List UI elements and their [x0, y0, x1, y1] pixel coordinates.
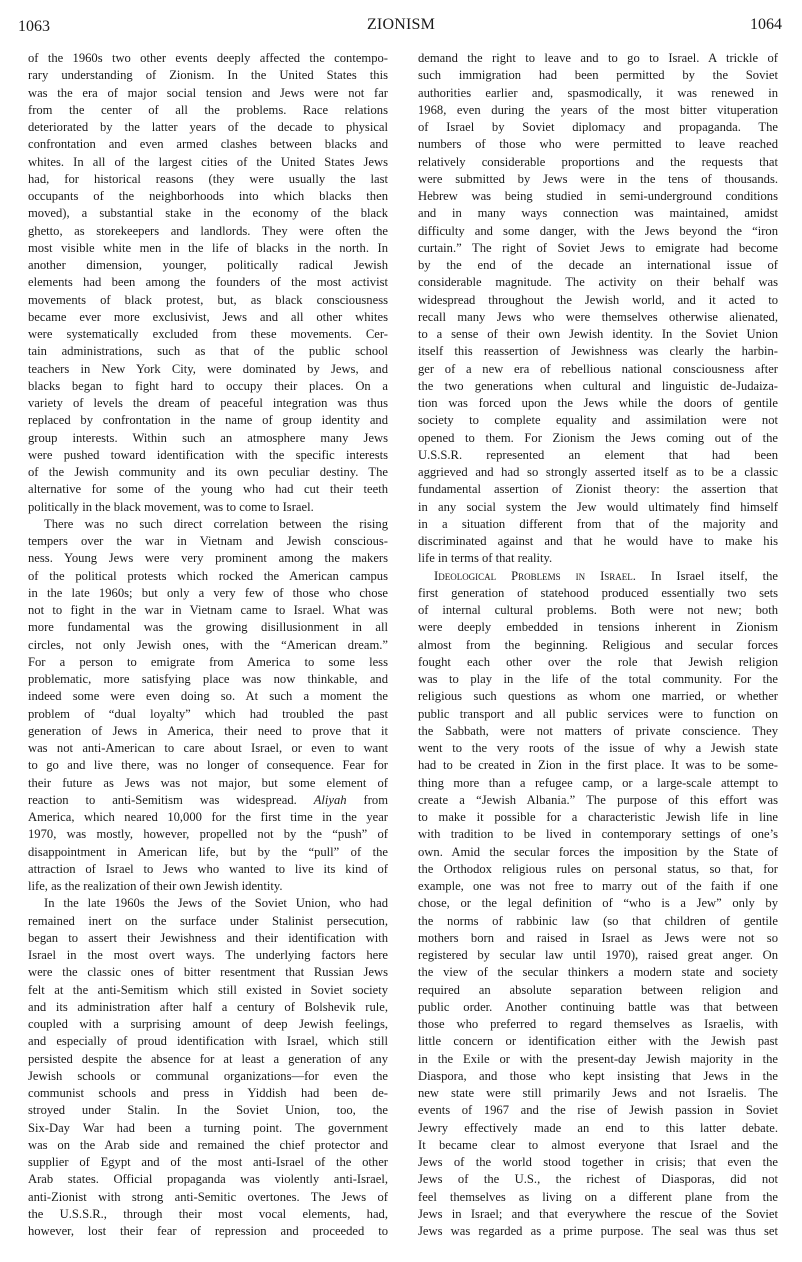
text-line: recall many Jews who were themselves otherwise alienated, [418, 309, 778, 324]
text-line: Jews in Israel; and that everywhere the rescue of the Soviet [418, 1206, 778, 1221]
text-line: society to complete equality and assimilation were not [418, 413, 778, 428]
text-line: 1968, even during the years of the most bitter vituperation [418, 102, 778, 117]
italic-term: Aliyah [313, 792, 347, 807]
text-line: were deeply embedded in tensions inherent in Zionism [418, 620, 778, 635]
text-line: tempers over the war in Vietnam and Jewish conscious- [28, 534, 388, 548]
text-line: movements of black protest, but, as black consciousness [28, 292, 388, 307]
text-line: ghetto, as storekeepers and landlords. They were often the [28, 223, 388, 238]
text-line: of the Jewish community and its own peculiar destiny. The [28, 465, 388, 479]
text-line: was the era of major social tension and Jews were not far [28, 85, 388, 100]
text-line: events of 1967 and the rise of Jewish passion in Soviet [418, 1103, 778, 1118]
text-line: demand the right to leave and to go to Israel. A trickle of [418, 51, 778, 65]
text-line: life in terms of that reality. [418, 551, 553, 566]
text-line: had to be created in Zion in the first place. It was to be some- [418, 758, 778, 773]
text-line: to a sense of their own Jewish identity. In the Soviet Union [418, 327, 778, 341]
text-line: Israel in the most overt ways. The underlying factors here [28, 948, 388, 962]
text-line: was not anti-American to care about Israel, or even to want [28, 741, 388, 755]
text-line: Arab states. Official propaganda was violently anti-Israel, [28, 1172, 388, 1187]
text-line: opened to them. For Zionism the Jews coming out of the [418, 430, 778, 445]
text-line: in the Exile or with the present-day Jewish majority in the [418, 1051, 778, 1066]
text-line: alternative for some of the young who had cut their teeth [28, 482, 388, 497]
text-line: deteriorated by the latter years of the decade to physical [28, 120, 388, 134]
text-line: confrontation and even armed clashes between blacks and [28, 137, 388, 152]
text-line: and in many ways connection was maintained, amidst [418, 206, 778, 221]
text-line: such immigration had been permitted by the Soviet [418, 68, 778, 83]
text-line: attraction of Israel to Jews who wanted to live its kind of [28, 861, 388, 876]
text-line: indeed some were even doing so. At such a moment the [28, 689, 388, 704]
text-line: not to fight in the war in Vietnam came to Israel. What was [28, 603, 388, 617]
text-line: There was no such direct correlation between the rising [44, 516, 388, 531]
text-line: feel themselves as living on a different plane from the [418, 1189, 778, 1204]
text-line: almost from the beginning. Religious and secular forces [418, 637, 778, 652]
text-line: moved), a substantial stake in the economy of the black [28, 206, 388, 221]
right-column [418, 50, 778, 1240]
text-line: variety of levels the dream of peaceful integration was thus [28, 396, 388, 410]
text-line: stroyed under Stalin. In the Soviet Union, too, the [28, 1103, 388, 1118]
text-line: with tradition to be lived in contemporary settings of one’s [418, 827, 778, 842]
text-line: were pushed toward identification with the specific interests [28, 447, 388, 462]
text-line: discriminated against and that he would have to make his [418, 534, 778, 548]
text-line: group interests. Within such an atmosphere many Jews [28, 430, 388, 445]
page-number-right: 1064 [750, 16, 782, 33]
text-line: problematic, more satisfying place was now thinkable, and [28, 672, 388, 686]
text-line: their future as Jews was not major, but some element of [28, 775, 388, 790]
text-line: Hebrew was being studied in semi-underground conditions [418, 189, 778, 203]
running-title: ZIONISM [366, 16, 436, 33]
text-line: communist schools and press in Yiddish had been de- [28, 1086, 388, 1100]
text-line: had, for historical reasons (they were usually the last [28, 171, 388, 186]
page-number-left: 1063 [18, 18, 50, 35]
text-line: politically in the black movement, was to come to Israel. [28, 499, 314, 514]
text-line: tion was forced upon the Jews while the doors of gentile [418, 396, 778, 410]
section-heading: Ideological Problems in Israel. [434, 568, 636, 583]
text-line: the U.S.S.R., through their most vocal elements, had, [28, 1206, 388, 1221]
left-column [28, 50, 388, 1240]
text-line: occupants of the neighborhoods into which blacks then [28, 189, 388, 203]
text-line: relatively considerable proportions and the requests that [418, 154, 778, 169]
text-fragment: In Israel itself, the [635, 568, 778, 583]
text-line: public transport and all public services were to function on [418, 706, 778, 721]
text-line: ness. Young Jews were very prominent among the makers [28, 551, 388, 566]
text-line: of internal cultural problems. Both were not new; both [418, 603, 778, 617]
text-line: from the center of all the problems. Race relations [28, 102, 388, 117]
text-line: disappointment in American life, but by the “pull” of the [28, 844, 388, 859]
text-line: and especially of proud identification with Israel, which still [28, 1034, 388, 1049]
text-line: Six-Day War had been a turning point. The government [28, 1120, 388, 1135]
text-line: was on the Arab side and remained the chief protector and [28, 1137, 388, 1152]
text-line: Jews of the world stood together in crisis; that even the [418, 1155, 778, 1169]
text-line: first generation of statehood produced essentially two sets [418, 585, 778, 600]
text-line: went to the very roots of the issue of why a Jewish state [418, 741, 778, 755]
text-line [418, 568, 778, 585]
text-line: own. Amid the secular forces the imposition by the State of [418, 844, 778, 859]
text-line: began to assert their Jewishness and their identification with [28, 930, 388, 945]
text-line: of Israel by Soviet diplomacy and propaganda. The [418, 120, 778, 134]
text-line: the view of the secular thinkers a modern state and society [418, 965, 778, 980]
text-line: coupled with a surprising amount of deep Jewish feelings, [28, 1017, 388, 1031]
text-line: numbers of those who were permitted to leave reached [418, 137, 778, 152]
text-line: persisted despite the absence for at least a generation of any [28, 1051, 388, 1066]
text-line: of the political protests which rocked the American campus [28, 568, 388, 583]
text-line: U.S.S.R. represented an element that had been [418, 447, 778, 462]
text-line: in a situation different from that of the majority and [418, 516, 778, 531]
text-line: reaction to anti-Semitism was widespread. Aliyah from [28, 792, 388, 807]
text-line: however, lost their fear of repression and proceeded to [28, 1224, 388, 1238]
text-line: 1970, was mostly, however, propelled not by the “push” of [28, 827, 388, 842]
text-line: religious such questions as whom one married, or whether [418, 689, 778, 704]
text-line: registered by secular law until 1970), raised great anger. On [418, 948, 778, 962]
text-line: curtain.” The right of Soviet Jews to emigrate had become [418, 240, 778, 255]
text-line: fought each other over the role that Jewish religion [418, 654, 778, 669]
text-line: Jewry effectively made an end to this latter debate. [418, 1120, 778, 1135]
text-line: teachers in New York City, were dominated by Jews, and [28, 361, 388, 376]
text-line: thing more than a refugee camp, or a large-scale attempt to [418, 775, 778, 790]
text-line: Jews of the U.S., the richest of Diasporas, did not [418, 1172, 778, 1187]
text-line: difficulty and some danger, with the Jews beyond the “iron [418, 223, 778, 238]
text-line: was to play in the life of the total community. For the [418, 672, 778, 686]
text-line: those who preferred to regard themselves as Israelis, with [418, 1017, 778, 1031]
text-line: Jews was regarded as a prime purpose. The seal was thus set [418, 1224, 778, 1238]
text-line: the Orthodox religious rules on personal status, so that, for [418, 861, 778, 876]
text-line: new state were still primarily Jews and not Israelis. The [418, 1086, 778, 1100]
text-line: public order. Another continuing battle was that between [418, 999, 778, 1014]
text-line: more fundamental was the growing disillusionment in all [28, 620, 388, 635]
text-line: became ever more exclusivist, Jews and all other whites [28, 309, 388, 324]
text-line: ger of a new era of rebellious national consciousness after [418, 361, 778, 376]
text-line: were systematically excluded from these movements. Cer- [28, 327, 388, 341]
text-line: It became clear to almost everyone that Israel and the [418, 1137, 778, 1152]
text-line: anti-Zionist with strong anti-Semitic overtones. The Jews of [28, 1189, 388, 1204]
text-line: mothers born and raised in Israel as Jews were not so [418, 930, 778, 945]
text-line: rary understanding of Zionism. In the United States this [28, 68, 388, 83]
text-line: the norms of rabbinic law (so that children of gentile [418, 913, 778, 928]
text-line: fundamental assertion of Zionist theory: the assertion that [418, 482, 778, 497]
text-line: felt at the anti-Semitism which still existed in Soviet society [28, 982, 388, 997]
text-line: by the end of the decade an international issue of [418, 258, 778, 272]
text-line: circles, not only Jewish ones, with the “American dream.” [28, 637, 388, 652]
text-line: problem of “dual loyalty” which had troubled the past [28, 706, 388, 721]
text-line: generation of Jews in America, their need to prove that it [28, 723, 388, 738]
text-line: For a person to emigrate from America to some less [28, 654, 388, 669]
text-line: Jewish schools or communal organizations—for even the [28, 1068, 388, 1083]
page-header [0, 12, 802, 36]
text-line: authorities earlier and, spasmodically, it was renewed in [418, 85, 778, 100]
text-line: In the late 1960s the Jews of the Soviet Union, who had [44, 896, 388, 911]
text-line: in the late 1960s; but only a very few of those who chose [28, 585, 388, 600]
text-line: in any social system the Jew would ultimately find himself [418, 499, 778, 514]
text-line: widespread throughout the Jewish world, and it acted to [418, 292, 778, 307]
text-line: the two generations when cultural and linguistic de-Judaiza- [418, 378, 778, 393]
text-line: America, which neared 10,000 for the first time in the year [28, 810, 388, 824]
text-line: to go and live there, was no longer of consequence. Fear for [28, 758, 388, 773]
text-line: were submitted by Jews were in the tens of thousands. [418, 171, 778, 186]
text-line: Diaspora, and those who kept insisting that Jews in the [418, 1068, 778, 1083]
text-line: replaced by confrontation in the name of group identity and [28, 413, 388, 428]
text-line: required an absolute separation between religion and [418, 982, 778, 997]
text-line: whites. In all of the largest cities of the United States Jews [28, 154, 388, 169]
text-fragment: from [346, 792, 388, 807]
text-line: the Sabbath, were not matters of private conscience. They [418, 723, 778, 738]
text-line: most visible white men in the life of blacks in the north. In [28, 240, 388, 255]
text-line: were the classic ones of bitter resentment that Russian Jews [28, 965, 388, 980]
text-line: to make it possible for a characteristic Jewish life in line [418, 810, 778, 824]
text-line: remained inert on the surface under Stalinist persecution, [28, 913, 388, 928]
text-line: of the 1960s two other events deeply affected the contempo- [28, 51, 388, 65]
text-line: life, as the realization of their own Jewish identity. [28, 879, 283, 893]
text-line: example, one was not free to marry out of the faith if one [418, 879, 778, 893]
text-line: elements had been among the founders of the most activist [28, 275, 388, 290]
text-line: chose, or the legal definition of “who is a Jew” only by [418, 896, 778, 911]
text-line: create a “Jewish Albania.” The purpose of this effort was [418, 792, 778, 807]
text-line: considerable magnitude. The activity on their behalf was [418, 275, 778, 290]
text-line: blacks began to fight hard to occupy their places. On a [28, 378, 388, 393]
text-line: tain administrations, such as that of the public school [28, 344, 388, 359]
text-line: supplier of Egypt and of the most anti-Israel of the other [28, 1155, 388, 1169]
text-line: itself this reassertion of Jewishness was clearly the harbin- [418, 344, 778, 359]
text-line: and its administration after half a century of Bolshevik rule, [28, 999, 388, 1014]
text-line: another dimension, younger, politically radical Jewish [28, 258, 388, 272]
text-line: little concern or identification either with the Jewish past [418, 1034, 778, 1049]
text-line: aggrieved and had so strongly asserted itself as to be a classic [418, 465, 778, 479]
